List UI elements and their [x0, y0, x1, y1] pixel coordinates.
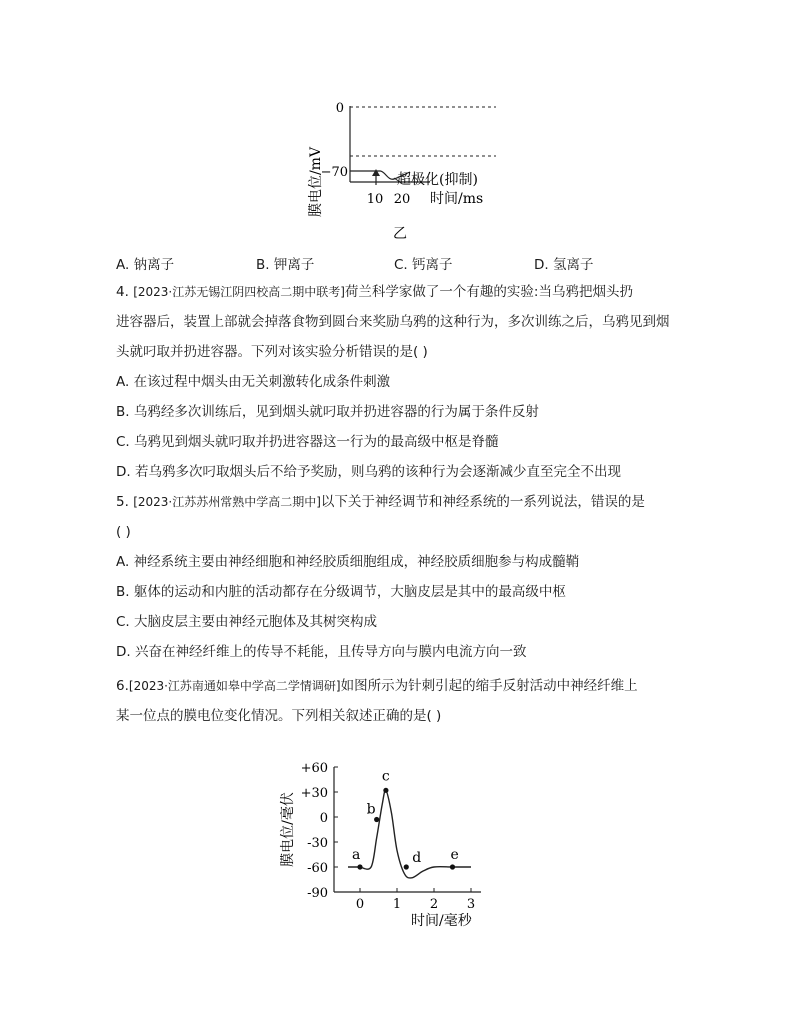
q4-option-a: A. 在该过程中烟头由无关刺激转化成条件刺激	[116, 374, 391, 390]
q6-source: [2023·江苏南通如皋中学高二学情调研]	[128, 679, 341, 693]
figure-yi-arrow-head	[372, 169, 380, 176]
chart-x-tick-label: 3	[466, 897, 476, 912]
chart-y-tick-label: -90	[307, 886, 328, 901]
chart-point-e	[450, 864, 455, 869]
chart-point-label-d: d	[412, 850, 422, 866]
q4-option-d: D. 若乌鸦多次叼取烟头后不给予奖励，则乌鸦的该种行为会逐渐减少直至完全不出现	[116, 464, 621, 480]
chart-point-label-e: e	[450, 847, 459, 863]
chart-point-label-b: b	[366, 801, 376, 818]
q6-stem-line-1: 6.[2023·江苏南通如皋中学高二学情调研]如图所示为针刺引起的缩手反射活动中神经纤维上	[116, 678, 638, 694]
chart-point-d	[404, 864, 409, 869]
figure-yi-y-tick-m70: −70	[320, 165, 348, 180]
q3-option-c: C. 钙离子	[394, 257, 453, 273]
q5-option-d: D. 兴奋在神经纤维上的传导不耗能，且传导方向与膜内电流方向一致	[116, 644, 527, 660]
chart-point-b	[374, 817, 379, 822]
chart-x-tick-label: 0	[355, 897, 365, 912]
chart-y-tick-label: -60	[307, 861, 328, 876]
figure-yi-caption: 乙	[393, 226, 407, 242]
chart-y-label: 膜电位/毫伏	[280, 792, 296, 867]
q4-source: [2023·江苏无锡江阴四校高二期中联考]	[133, 285, 345, 299]
figure-yi-x-tick-10: 10	[366, 192, 384, 207]
figure-yi	[290, 95, 530, 245]
q4-option-b: B. 乌鸦经多次训练后，见到烟头就叼取并扔进容器的行为属于条件反射	[116, 404, 539, 420]
q6-stem-line-2: 某一位点的膜电位变化情况。下列相关叙述正确的是( )	[116, 708, 442, 724]
chart-point-c	[383, 788, 388, 793]
q5-stem-line-1: 5. [2023·江苏苏州常熟中学高二期中]以下关于神经调节和神经系统的一系列说法，错误的是	[116, 494, 645, 510]
q4-stem-line-1: 4. [2023·江苏无锡江阴四校高二期中联考]荷兰科学家做了一个有趣的实验:当乌鸦把烟头扔	[116, 284, 633, 300]
q5-option-b: B. 躯体的运动和内脏的活动都存在分级调节，大脑皮层是其中的最高级中枢	[116, 584, 566, 600]
chart-y-tick-label: 0	[319, 811, 328, 826]
q3-option-b: B. 钾离子	[256, 257, 315, 273]
chart-x-tick-label: 1	[392, 897, 402, 912]
chart-y-tick-label: +30	[300, 786, 328, 801]
q4-option-c: C. 乌鸦见到烟头就叼取并扔进容器这一行为的最高级中枢是脊髓	[116, 434, 499, 450]
q5-option-a: A. 神经系统主要由神经细胞和神经胶质细胞组成，神经胶质细胞参与构成髓鞘	[116, 554, 580, 570]
q4-stem-line-2: 进容器后，装置上部就会掉落食物到圆台来奖励乌鸦的这种行为，多次训练之后，乌鸦见到烟	[116, 314, 670, 330]
q5-option-c: C. 大脑皮层主要由神经元胞体及其树突构成	[116, 614, 378, 630]
chart-y-tick-label: -30	[307, 836, 328, 851]
membrane-potential-chart	[270, 752, 540, 932]
q5-stem-line-2: ( )	[116, 524, 131, 540]
q4-stem-line-3: 头就叼取并扔进容器。下列对该实验分析错误的是( )	[116, 344, 428, 360]
figure-yi-y-label: 膜电位/mV	[308, 146, 324, 218]
q5-source: [2023·江苏苏州常熟中学高二期中]	[133, 495, 321, 509]
figure-yi-x-tick-20: 20	[393, 192, 411, 207]
q3-option-d: D. 氢离子	[534, 257, 594, 273]
chart-point-a	[357, 864, 362, 869]
figure-yi-annotation: 超极化(抑制)	[397, 172, 478, 188]
chart-point-label-a: a	[352, 847, 361, 863]
figure-yi-x-label: 时间/ms	[430, 191, 484, 207]
q3-option-a: A. 钠离子	[116, 257, 175, 273]
chart-x-label: 时间/毫秒	[411, 913, 472, 929]
chart-y-tick-label: +60	[300, 761, 328, 776]
figure-yi-y-tick-0: 0	[335, 101, 344, 116]
chart-x-tick-label: 2	[429, 897, 439, 912]
chart-point-label-c: c	[381, 768, 390, 785]
